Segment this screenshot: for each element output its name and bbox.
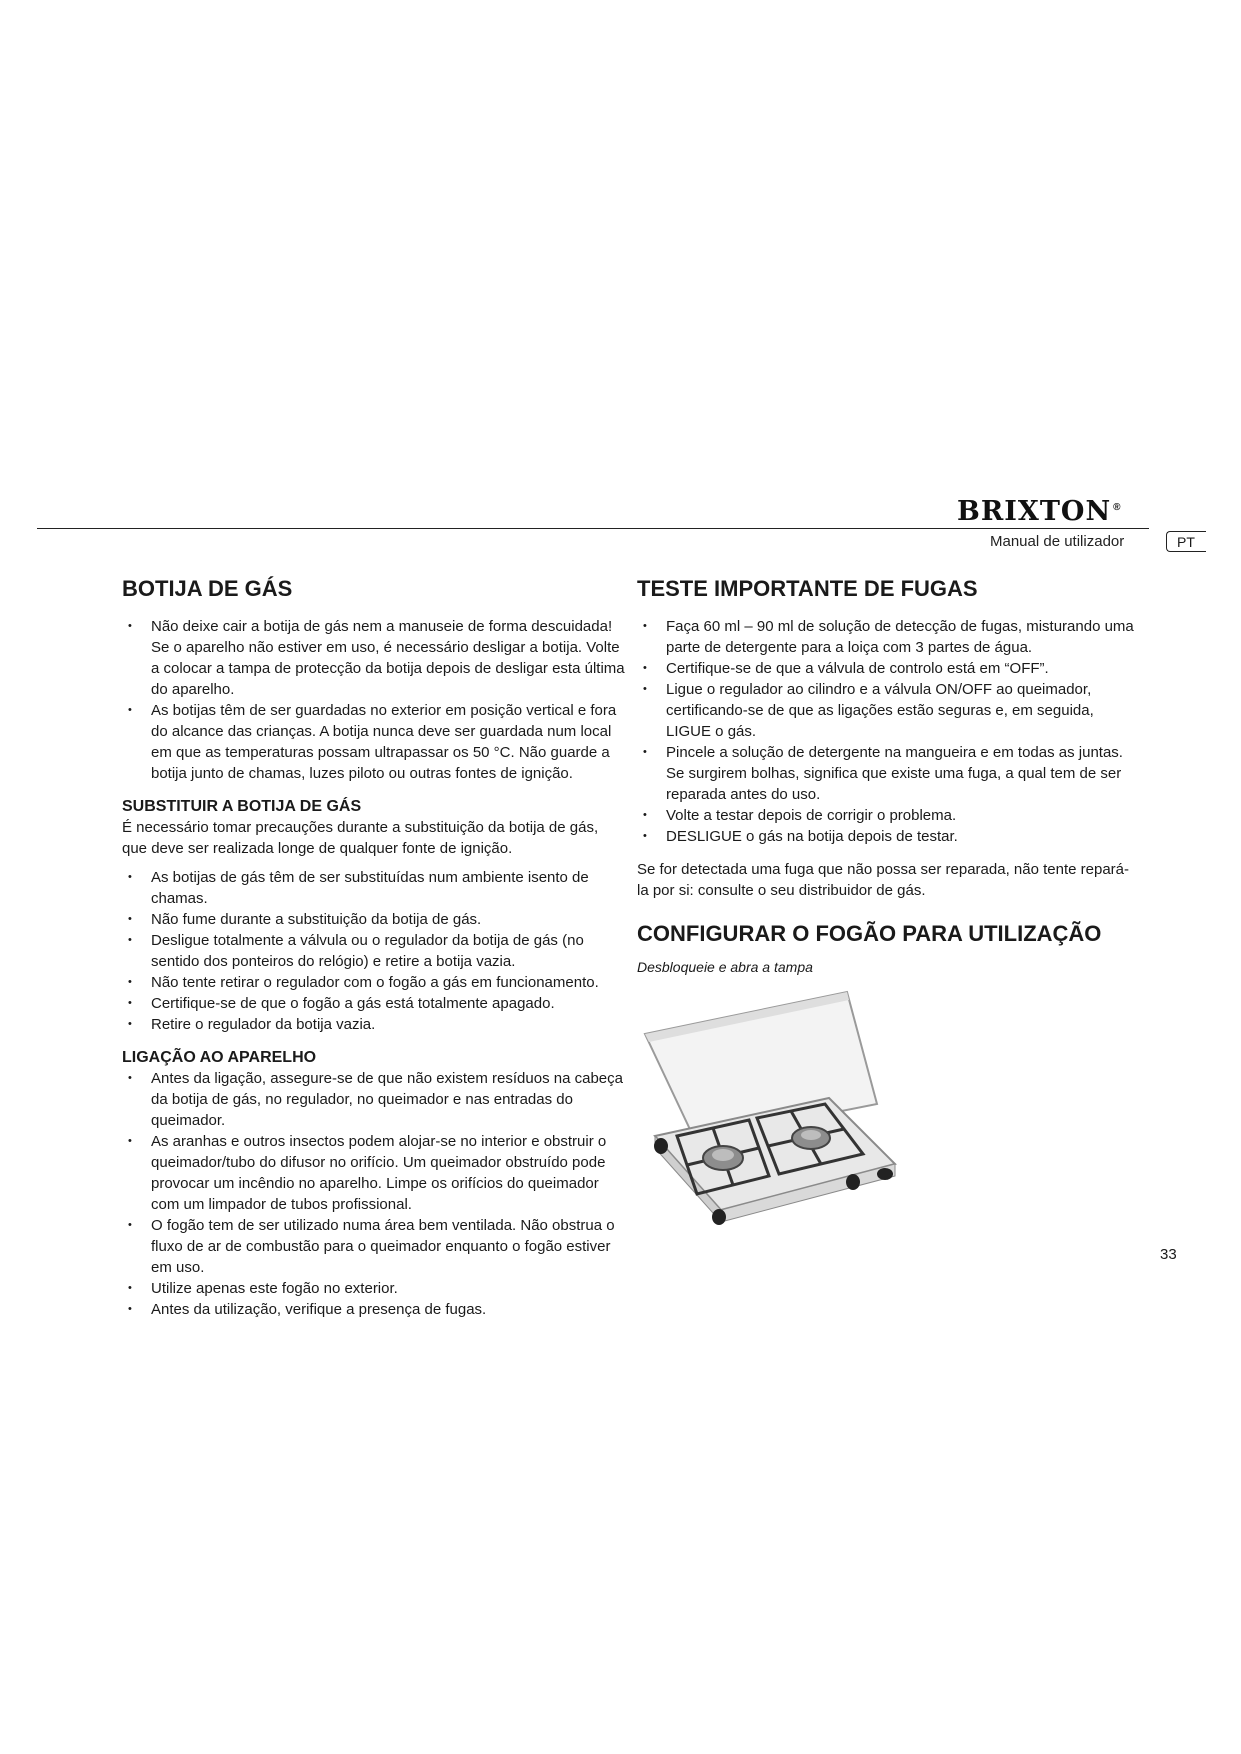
list-item: • Certifique-se de que a válvula de controlo está em “OFF”.: [637, 658, 1137, 679]
camping-stove-illustration: [637, 986, 907, 1248]
brand-logo: BRIXTON ®: [957, 496, 1122, 527]
subsection-title-replace: SUBSTITUIR A BOTIJA DE GÁS: [122, 798, 362, 815]
list-item: • Certifique-se de que o fogão a gás está totalmente apagado.: [122, 993, 627, 1014]
leak-test-list: [637, 616, 1137, 847]
list-item: • Não tente retirar o regulador com o fogão a gás em funcionamento.: [122, 972, 627, 993]
list-item: • DESLIGUE o gás na botija depois de testar.: [637, 826, 1137, 847]
gas-cylinder-list: [122, 616, 627, 784]
list-item: • Não fume durante a substituição da botija de gás.: [122, 909, 627, 930]
left-column: [122, 574, 627, 1320]
list-item: • Faça 60 ml – 90 ml de solução de detecção de fugas, misturando uma parte de detergente para a loiça com 3 partes de água.: [637, 616, 1137, 658]
list-item: • As aranhas e outros insectos podem alojar-se no interior e obstruir o queimador/tubo do difusor no orifício. Um queimador obstruído pode provocar um incêndio no aparelho. Limpe os orifícios do queimador com um limpador de tubos profissional.: [122, 1131, 627, 1215]
list-item: • Ligue o regulador ao cilindro e a válvula ON/OFF ao queimador, certificando-se de que as ligações estão seguras e, em seguida, LIGUE o gás.: [637, 679, 1137, 742]
language-tab: PT: [1166, 531, 1206, 552]
replace-intro: É necessário tomar precauções durante a substituição da botija de gás, que deve ser realizada longe de qualquer fonte de ignição.: [122, 819, 599, 857]
list-item: • Pincele a solução de detergente na mangueira e em todas as juntas. Se surgirem bolhas, significa que existe uma fuga, a qual tem de ser reparada antes do uso.: [637, 742, 1137, 805]
manual-subtitle: Manual de utilizador: [990, 533, 1125, 550]
list-item: • Antes da utilização, verifique a presença de fugas.: [122, 1299, 627, 1320]
list-item: • Retire o regulador da botija vazia.: [122, 1014, 627, 1035]
section-title-leak-test: TESTE IMPORTANTE DE FUGAS: [637, 576, 978, 601]
list-item: • O fogão tem de ser utilizado numa área bem ventilada. Não obstrua o fluxo de ar de combustão para o queimador enquanto o fogão estiver em uso.: [122, 1215, 627, 1278]
right-column: [637, 574, 1137, 1254]
list-item: • As botijas têm de ser guardadas no exterior em posição vertical e fora do alcance das crianças. A botija nunca deve ser guardada num local em que as temperaturas possam ultrapassar os 50 °C. Não guarde a botija junto de chamas, luzes piloto ou outras fontes de ignição.: [122, 700, 627, 784]
list-item: • Antes da ligação, assegure-se de que não existem resíduos na cabeça da botija de gás, no regulador, no queimador e nas entradas do queimador.: [122, 1068, 627, 1131]
list-item: • As botijas de gás têm de ser substituídas num ambiente isento de chamas.: [122, 867, 627, 909]
connection-list: [122, 1068, 627, 1320]
replace-list: [122, 867, 627, 1035]
list-item: • Não deixe cair a botija de gás nem a manuseie de forma descuidada! Se o aparelho não estiver em uso, é necessário desligar a botija. Volte a colocar a tampa de protecção da botija depois de desligar esta última do aparelho.: [122, 616, 627, 700]
figure-caption: Desbloqueie e abra a tampa: [637, 959, 813, 975]
leak-note: Se for detectada uma fuga que não possa ser reparada, não tente repará-la por si: consulte o seu distribuidor de gás.: [637, 861, 1129, 899]
section-title-gas-cylinder: BOTIJA DE GÁS: [122, 576, 293, 601]
subsection-title-connection: LIGAÇÃO AO APARELHO: [122, 1049, 317, 1066]
list-item: • Volte a testar depois de corrigir o problema.: [637, 805, 1137, 826]
section-title-setup: CONFIGURAR O FOGÃO PARA UTILIZAÇÃO: [637, 921, 1102, 946]
list-item: • Utilize apenas este fogão no exterior.: [122, 1278, 627, 1299]
header-rule: [37, 528, 1149, 529]
list-item: • Desligue totalmente a válvula ou o regulador da botija de gás (no sentido dos ponteiros do relógio) e retire a botija vazia.: [122, 930, 627, 972]
page-number: 33: [1160, 1246, 1177, 1263]
